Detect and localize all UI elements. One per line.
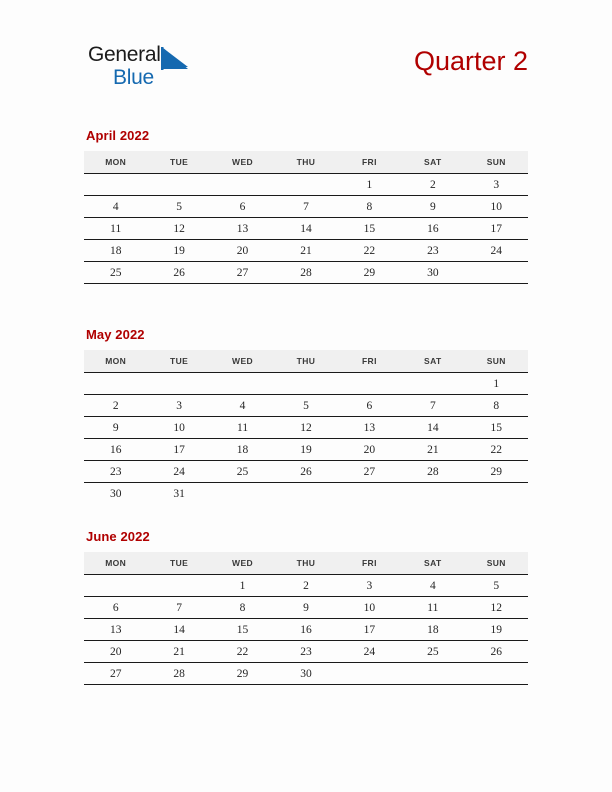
calendar-week-row [84, 395, 528, 417]
calendar-day-cell[interactable]: 19 [147, 240, 210, 262]
calendar-day-cell[interactable]: 6 [338, 395, 401, 417]
calendar-empty-cell [274, 373, 337, 395]
weekday-header-row [84, 350, 528, 373]
calendar-day-cell[interactable]: 18 [401, 619, 464, 641]
calendar-day-cell[interactable]: 10 [338, 597, 401, 619]
calendar-day-cell[interactable]: 7 [147, 597, 210, 619]
calendar-day-cell[interactable]: 11 [401, 597, 464, 619]
month-block-june [84, 529, 528, 685]
calendar-day-cell[interactable]: 26 [274, 461, 337, 483]
calendar-day-cell[interactable]: 27 [211, 262, 274, 284]
calendar-day-cell[interactable]: 22 [465, 439, 528, 461]
calendar-empty-cell [274, 483, 337, 505]
calendar-week-row [84, 262, 528, 284]
calendar-day-cell[interactable]: 11 [84, 218, 147, 240]
calendar-week-row [84, 196, 528, 218]
weekday-header-mon: MON [84, 151, 147, 174]
calendar-day-cell[interactable]: 25 [84, 262, 147, 284]
weekday-header-sat: SAT [401, 350, 464, 373]
weekday-header-sat: SAT [401, 552, 464, 575]
weekday-header-sun: SUN [465, 151, 528, 174]
calendar-empty-cell [211, 174, 274, 196]
calendar-day-cell[interactable]: 13 [84, 619, 147, 641]
calendar-week-row [84, 483, 528, 505]
calendar-day-cell[interactable]: 5 [465, 575, 528, 597]
logo-word-blue: Blue [113, 66, 154, 89]
calendar-day-cell[interactable]: 24 [338, 641, 401, 663]
calendar-day-cell[interactable]: 18 [84, 240, 147, 262]
general-blue-logo[interactable] [88, 44, 208, 96]
weekday-header-row [84, 552, 528, 575]
calendar-day-cell[interactable]: 20 [211, 240, 274, 262]
calendar-day-cell[interactable]: 17 [465, 218, 528, 240]
calendar-day-cell[interactable]: 5 [274, 395, 337, 417]
calendar-day-cell[interactable]: 3 [147, 395, 210, 417]
weekday-header-fri: FRI [338, 350, 401, 373]
calendar-week-row [84, 417, 528, 439]
calendar-day-cell[interactable]: 2 [401, 174, 464, 196]
weekday-header-sun: SUN [465, 350, 528, 373]
calendar-week-row [84, 240, 528, 262]
calendar-day-cell[interactable]: 17 [338, 619, 401, 641]
calendar-day-cell[interactable]: 27 [338, 461, 401, 483]
logo-word-general: General [88, 43, 161, 66]
calendar-day-cell[interactable]: 14 [274, 218, 337, 240]
calendar-week-row [84, 641, 528, 663]
calendar-empty-cell [274, 174, 337, 196]
calendar-day-cell[interactable]: 22 [338, 240, 401, 262]
calendar-day-cell[interactable]: 15 [338, 218, 401, 240]
calendar-week-row [84, 174, 528, 196]
month-block-may [84, 327, 528, 504]
calendar-day-cell[interactable]: 26 [147, 262, 210, 284]
calendar-day-cell[interactable]: 16 [401, 218, 464, 240]
calendar-day-cell[interactable]: 20 [338, 439, 401, 461]
calendar-day-cell[interactable]: 16 [84, 439, 147, 461]
calendar-day-cell[interactable]: 4 [211, 395, 274, 417]
calendar-day-cell[interactable]: 8 [211, 597, 274, 619]
calendar-day-cell[interactable]: 8 [338, 196, 401, 218]
calendar-day-cell[interactable]: 5 [147, 196, 210, 218]
calendar-day-cell[interactable]: 1 [465, 373, 528, 395]
calendar-day-cell[interactable]: 27 [84, 663, 147, 685]
calendar-empty-cell [211, 373, 274, 395]
calendar-empty-cell [401, 373, 464, 395]
calendar-day-cell[interactable]: 3 [465, 174, 528, 196]
weekday-header-fri: FRI [338, 552, 401, 575]
calendar-day-cell[interactable]: 9 [84, 417, 147, 439]
calendar-week-row [84, 439, 528, 461]
month-block-april [84, 128, 528, 284]
month-title-april: April 2022 [86, 128, 150, 143]
calendar-day-cell[interactable]: 4 [401, 575, 464, 597]
calendar-day-cell[interactable]: 7 [401, 395, 464, 417]
weekday-header-tue: TUE [147, 350, 210, 373]
weekday-header-fri: FRI [338, 151, 401, 174]
weekday-header-mon: MON [84, 350, 147, 373]
calendar-empty-cell [338, 663, 401, 685]
calendar-empty-cell [338, 483, 401, 505]
calendar-day-cell[interactable]: 12 [465, 597, 528, 619]
calendar-day-cell[interactable]: 12 [147, 218, 210, 240]
calendar-day-cell[interactable]: 1 [338, 174, 401, 196]
calendar-day-cell[interactable]: 7 [274, 196, 337, 218]
month-title-june: June 2022 [86, 529, 150, 544]
calendar-day-cell[interactable]: 22 [211, 641, 274, 663]
calendar-day-cell[interactable]: 12 [274, 417, 337, 439]
calendar-day-cell[interactable]: 2 [274, 575, 337, 597]
weekday-header-sun: SUN [465, 552, 528, 575]
calendar-day-cell[interactable]: 15 [211, 619, 274, 641]
calendar-empty-cell [147, 575, 210, 597]
calendar-empty-cell [84, 373, 147, 395]
calendar-table-april [84, 151, 528, 284]
calendar-body-june [84, 575, 528, 685]
calendar-empty-cell [401, 483, 464, 505]
calendar-day-cell[interactable]: 8 [465, 395, 528, 417]
weekday-header-wed: WED [211, 350, 274, 373]
calendar-day-cell[interactable]: 25 [401, 641, 464, 663]
calendar-day-cell[interactable]: 13 [338, 417, 401, 439]
weekday-header-thu: THU [274, 552, 337, 575]
calendar-day-cell[interactable]: 20 [84, 641, 147, 663]
weekday-header-row [84, 151, 528, 174]
calendar-week-row [84, 663, 528, 685]
calendar-day-cell[interactable]: 3 [338, 575, 401, 597]
calendar-week-row [84, 373, 528, 395]
weekday-header-tue: TUE [147, 552, 210, 575]
calendar-day-cell[interactable]: 28 [274, 262, 337, 284]
calendar-empty-cell [401, 663, 464, 685]
calendar-body-may [84, 373, 528, 505]
calendar-day-cell[interactable]: 29 [338, 262, 401, 284]
calendar-day-cell[interactable]: 23 [84, 461, 147, 483]
calendar-day-cell[interactable]: 21 [274, 240, 337, 262]
calendar-day-cell[interactable]: 13 [211, 218, 274, 240]
weekday-header-thu: THU [274, 350, 337, 373]
calendar-day-cell[interactable]: 1 [211, 575, 274, 597]
calendar-empty-cell [338, 373, 401, 395]
calendar-day-cell[interactable]: 6 [84, 597, 147, 619]
calendar-body-april [84, 174, 528, 284]
calendar-day-cell[interactable]: 24 [147, 461, 210, 483]
calendar-empty-cell [147, 174, 210, 196]
calendar-day-cell[interactable]: 11 [211, 417, 274, 439]
calendar-empty-cell [84, 174, 147, 196]
calendar-empty-cell [465, 262, 528, 284]
calendar-day-cell[interactable]: 10 [147, 417, 210, 439]
calendar-day-cell[interactable]: 4 [84, 196, 147, 218]
calendar-week-row [84, 218, 528, 240]
calendar-day-cell[interactable]: 28 [147, 663, 210, 685]
calendar-day-cell[interactable]: 26 [465, 641, 528, 663]
calendar-day-cell[interactable]: 31 [173, 487, 185, 500]
calendar-day-cell[interactable]: 30 [401, 262, 464, 284]
calendar-day-cell[interactable]: 25 [211, 461, 274, 483]
calendar-day-cell[interactable]: 24 [465, 240, 528, 262]
calendar-week-row [84, 575, 528, 597]
weekday-header-wed: WED [211, 552, 274, 575]
calendar-day-cell[interactable]: 19 [465, 619, 528, 641]
calendar-table-june [84, 552, 528, 685]
calendar-day-cell[interactable]: 30 [109, 487, 122, 500]
weekday-header-sat: SAT [401, 151, 464, 174]
calendar-day-cell[interactable]: 23 [274, 641, 337, 663]
calendar-day-cell[interactable]: 14 [147, 619, 210, 641]
weekday-header-thu: THU [274, 151, 337, 174]
calendar-empty-cell [84, 575, 147, 597]
calendar-empty-cell [465, 663, 528, 685]
calendar-day-cell[interactable]: 9 [274, 597, 337, 619]
calendar-week-row [84, 619, 528, 641]
calendar-week-row [84, 597, 528, 619]
calendar-empty-cell [147, 373, 210, 395]
calendar-day-cell[interactable]: 18 [211, 439, 274, 461]
calendar-day-cell[interactable]: 10 [465, 196, 528, 218]
weekday-header-mon: MON [84, 552, 147, 575]
month-title-may: May 2022 [86, 327, 145, 342]
weekday-header-wed: WED [211, 151, 274, 174]
calendar-empty-cell [465, 483, 528, 505]
calendar-day-cell[interactable]: 29 [465, 461, 528, 483]
weekday-header-tue: TUE [147, 151, 210, 174]
calendar-day-cell[interactable]: 15 [465, 417, 528, 439]
calendar-day-cell[interactable]: 19 [274, 439, 337, 461]
page-header [84, 40, 528, 100]
quarter-title: Quarter 2 [413, 46, 528, 76]
calendar-day-cell[interactable]: 23 [401, 240, 464, 262]
calendar-day-cell[interactable]: 16 [274, 619, 337, 641]
calendar-day-cell[interactable]: 21 [401, 439, 464, 461]
calendar-day-cell[interactable]: 14 [401, 417, 464, 439]
calendar-empty-cell [211, 483, 274, 505]
calendar-day-cell[interactable]: 6 [211, 196, 274, 218]
calendar-day-cell[interactable]: 17 [147, 439, 210, 461]
calendar-day-cell[interactable]: 29 [211, 663, 274, 685]
calendar-day-cell[interactable]: 28 [401, 461, 464, 483]
calendar-day-cell[interactable]: 2 [84, 395, 147, 417]
calendar-day-cell[interactable]: 9 [401, 196, 464, 218]
calendar-day-cell[interactable]: 30 [274, 663, 337, 685]
calendar-week-row [84, 461, 528, 483]
calendar-table-may [84, 350, 528, 504]
calendar-day-cell[interactable]: 21 [147, 641, 210, 663]
blue-flag-triangle-icon [161, 47, 191, 70]
